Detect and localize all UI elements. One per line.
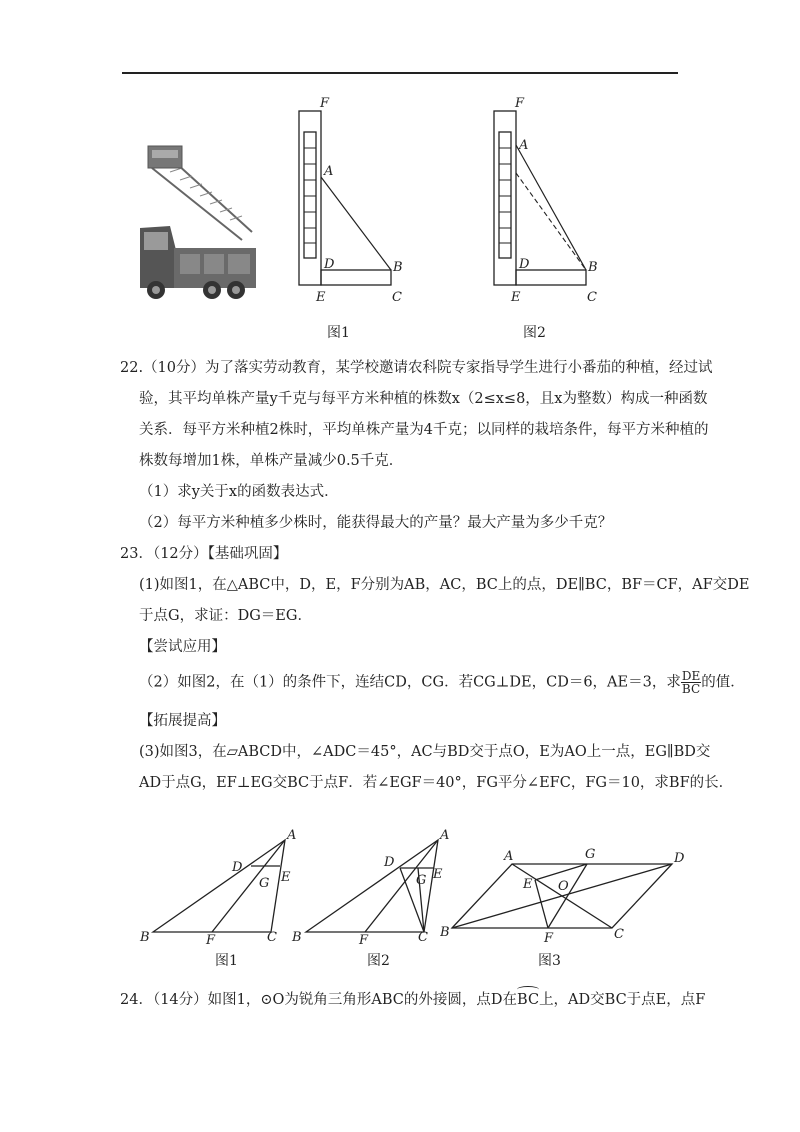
fire-truck-illustration bbox=[134, 140, 264, 300]
label-B: B bbox=[393, 260, 403, 275]
q22-sub-2: （2）每平方米种植多少株时，能获得最大的产量？最大产量为多少千克？ bbox=[139, 515, 613, 531]
svg-text:G: G bbox=[259, 876, 270, 891]
label-B-2: B bbox=[588, 260, 598, 275]
svg-text:F: F bbox=[206, 933, 216, 946]
svg-text:B: B bbox=[440, 925, 450, 940]
q23-part2-tail: 的值． bbox=[701, 674, 745, 691]
bottom-figure-3 bbox=[440, 846, 690, 946]
label-E: E bbox=[316, 290, 326, 305]
svg-text:A: A bbox=[504, 849, 514, 864]
svg-text:D: D bbox=[674, 851, 685, 866]
top-figure-1 bbox=[290, 95, 410, 310]
header-rule bbox=[122, 72, 678, 74]
arc-bc: BC bbox=[517, 992, 540, 1008]
top-figure-2-caption: 图2 bbox=[523, 325, 546, 341]
label-A-2: A bbox=[519, 138, 529, 153]
bottom-figure-1 bbox=[135, 826, 310, 946]
q23-heading: 23．（12分）【基础巩固】 bbox=[120, 546, 288, 562]
q24-tail: 上，AD交BC于点E，点F bbox=[539, 992, 706, 1008]
q22-line-2: 验，其平均单株产量y千克与每平方米种植的株数x（2≤x≤8，且x为整数）构成一种函数 bbox=[139, 391, 708, 407]
svg-text:E: E bbox=[433, 867, 443, 882]
svg-text:F: F bbox=[544, 931, 554, 946]
q24-text: 24．（14分）如图1，⊙O为锐角三角形ABC的外接圆，点D在 bbox=[120, 992, 518, 1008]
label-F: F bbox=[320, 96, 330, 111]
q23-part2-text: （2）如图2，在（1）的条件下，连结CD，CG．若CG⊥DE，CD＝6，AE＝3，求 bbox=[139, 674, 681, 691]
bottom-figure-2 bbox=[288, 826, 463, 946]
svg-text:D: D bbox=[384, 855, 395, 870]
svg-text:F: F bbox=[359, 933, 369, 946]
bottom-figure-2-caption: 图2 bbox=[367, 953, 390, 969]
label-C: C bbox=[392, 290, 402, 305]
svg-text:O: O bbox=[558, 879, 569, 894]
q22-sub-1: （1）求y关于x的函数表达式． bbox=[139, 484, 339, 500]
label-D: D bbox=[324, 257, 335, 272]
q22-line-3: 关系．每平方米种植2株时，平均单株产量为4千克；以同样的栽培条件，每平方米种植的 bbox=[139, 422, 709, 438]
fraction-denominator: BC bbox=[681, 682, 701, 696]
q23-part1-line-1: (1)如图1，在△ABC中，D，E，F分别为AB，AC，BC上的点，DE∥BC，BF＝CF，AF交DE bbox=[139, 577, 750, 593]
svg-text:G: G bbox=[416, 873, 427, 888]
svg-text:B: B bbox=[140, 930, 150, 945]
svg-text:C: C bbox=[418, 930, 428, 945]
q23-part3-line-2: AD于点G，EF⊥EG交BC于点F．若∠EGF＝40°，FG平分∠EFC，FG＝10，求BF的长． bbox=[139, 775, 734, 791]
svg-text:C: C bbox=[267, 930, 277, 945]
svg-text:B: B bbox=[292, 930, 302, 945]
svg-text:D: D bbox=[232, 860, 243, 875]
q23-part1-line-2: 于点G，求证：DG＝EG． bbox=[139, 608, 312, 624]
q24-line-1 bbox=[120, 990, 705, 1010]
svg-text:G: G bbox=[585, 847, 596, 862]
q23-part2 bbox=[139, 670, 745, 695]
q22-line-1: 22.（10分）为了落实劳动教育，某学校邀请农科院专家指导学生进行小番茄的种植，经过试 bbox=[120, 360, 713, 376]
fraction-numerator: DE bbox=[681, 669, 701, 683]
svg-text:C: C bbox=[614, 927, 624, 942]
bottom-figure-1-caption: 图1 bbox=[215, 953, 238, 969]
q23-extend-heading: 【拓展提高】 bbox=[139, 713, 226, 729]
svg-text:E: E bbox=[281, 870, 291, 885]
label-F-2: F bbox=[515, 96, 525, 111]
label-E-2: E bbox=[511, 290, 521, 305]
svg-text:A: A bbox=[287, 828, 297, 843]
svg-text:E: E bbox=[523, 877, 533, 892]
label-C-2: C bbox=[587, 290, 597, 305]
q23-try-heading: 【尝试应用】 bbox=[139, 639, 226, 655]
top-figure-2 bbox=[485, 95, 605, 310]
label-A: A bbox=[324, 164, 334, 179]
top-figure-1-caption: 图1 bbox=[327, 325, 350, 341]
fraction-de-over-bc bbox=[681, 670, 701, 695]
q22-line-4: 株数每增加1株，单株产量减少0.5千克． bbox=[139, 453, 404, 469]
bottom-figure-3-caption: 图3 bbox=[538, 953, 561, 969]
label-D-2: D bbox=[519, 257, 530, 272]
q23-part3-line-1: (3)如图3，在▱ABCD中，∠ADC＝45°，AC与BD交于点O，E为AO上一点，EG∥BD交 bbox=[139, 744, 711, 760]
svg-text:A: A bbox=[440, 828, 450, 843]
